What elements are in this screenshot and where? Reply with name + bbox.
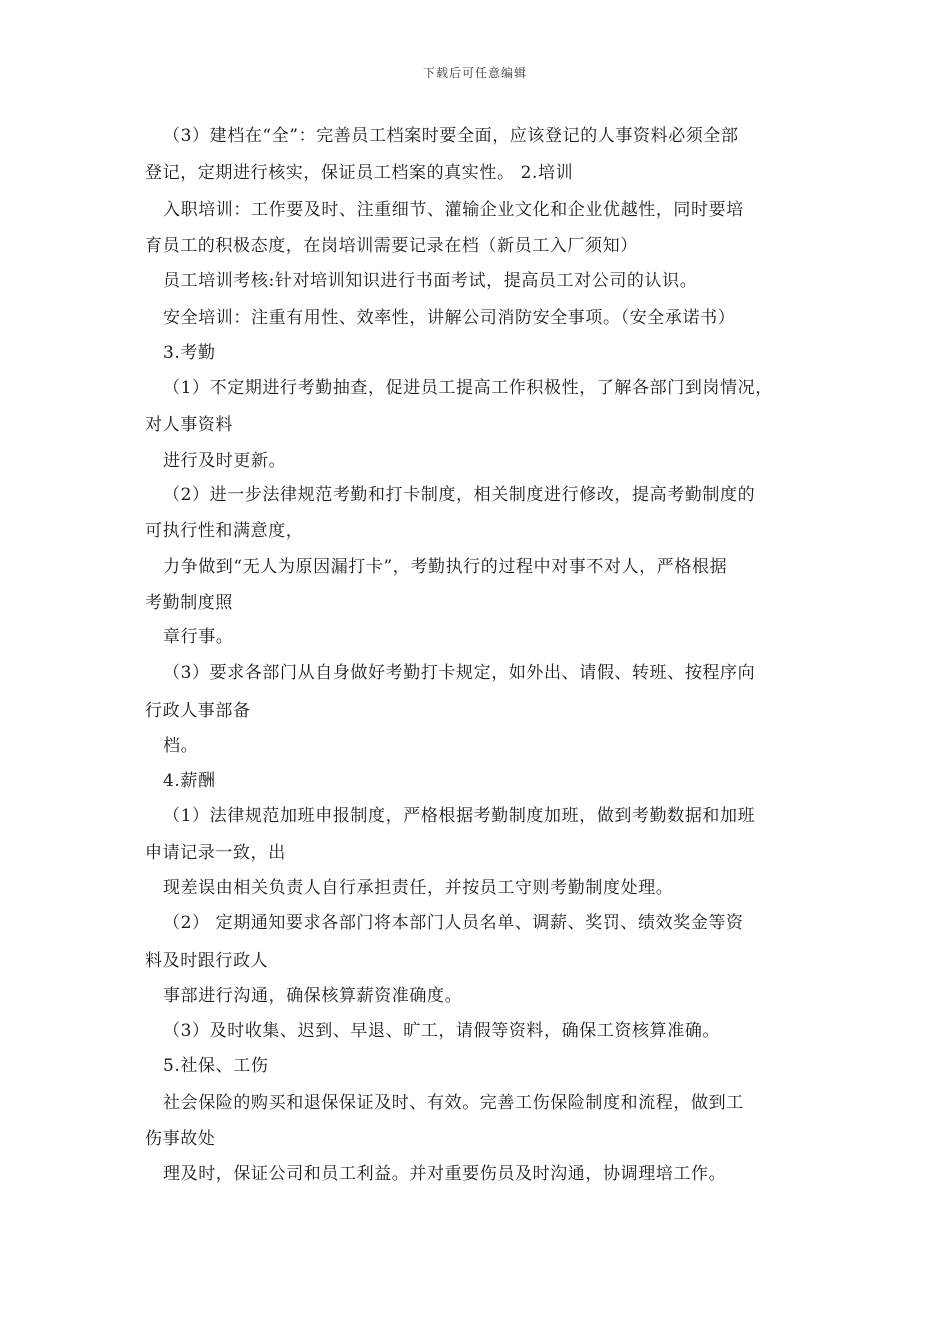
text-line: 伤事故处: [145, 1129, 216, 1149]
text-line: 档。: [163, 736, 199, 756]
text-line: 对人事资料: [145, 415, 233, 435]
section-heading: 3.考勤: [163, 343, 216, 363]
text-line: 进行及时更新。: [163, 451, 287, 471]
page-header: 下载后可任意编辑: [422, 66, 527, 80]
text-line: 章行事。: [163, 627, 234, 647]
text-line: 料及时跟行政人: [145, 951, 269, 971]
section-heading: 5.社保、工伤: [163, 1056, 269, 1076]
text-line: （1）不定期进行考勤抽查，促进员工提高工作积极性，了解各部门到岗情况，: [163, 378, 773, 398]
text-line: 可执行性和满意度，: [145, 521, 304, 541]
text-line: （3）要求各部门从自身做好考勤打卡规定，如外出、请假、转班、按程序向: [163, 663, 756, 683]
text-line: 员工培训考核:针对培训知识进行书面考试，提高员工对公司的认识。: [163, 271, 698, 291]
text-line: 安全培训：注重有用性、效率性，讲解公司消防安全事项。（安全承诺书）: [163, 308, 736, 328]
text-line: 力争做到“无人为原因漏打卡”，考勤执行的过程中对事不对人，严格根据: [163, 557, 728, 577]
text-line: （1）法律规范加班申报制度，严格根据考勤制度加班，做到考勤数据和加班: [163, 806, 756, 826]
text-line: 理及时，保证公司和员工利益。并对重要伤员及时沟通，协调理培工作。: [163, 1164, 727, 1184]
text-line: 入职培训：工作要及时、注重细节、灌输企业文化和企业优越性，同时要培: [163, 200, 744, 220]
text-line: （3）建档在“全”：完善员工档案时要全面，应该登记的人事资料必须全部: [163, 126, 739, 146]
text-line: 考勤制度照: [145, 593, 233, 613]
text-line: （2）进一步法律规范考勤和打卡制度，相关制度进行修改，提高考勤制度的: [163, 485, 756, 505]
text-line: 行政人事部备: [145, 701, 251, 721]
text-line: （3）及时收集、迟到、早退、旷工，请假等资料，确保工资核算准确。: [163, 1021, 721, 1041]
text-line: 事部进行沟通，确保核算薪资准确度。: [163, 986, 463, 1006]
text-line: 登记，定期进行核实，保证员工档案的真实性。 2.培训: [145, 163, 574, 183]
text-line: 申请记录一致，出: [145, 843, 286, 863]
section-heading: 4.薪酬: [163, 771, 216, 791]
text-line: 现差误由相关负责人自行承担责任，并按员工守则考勤制度处理。: [163, 878, 674, 898]
text-line: （2） 定期通知要求各部门将本部门人员名单、调薪、奖罚、绩效奖金等资: [163, 913, 744, 933]
text-line: 社会保险的购买和退保保证及时、有效。完善工伤保险制度和流程，做到工: [163, 1093, 744, 1113]
text-line: 育员工的积极态度，在岗培训需要记录在档（新员工入厂须知）: [145, 236, 638, 256]
